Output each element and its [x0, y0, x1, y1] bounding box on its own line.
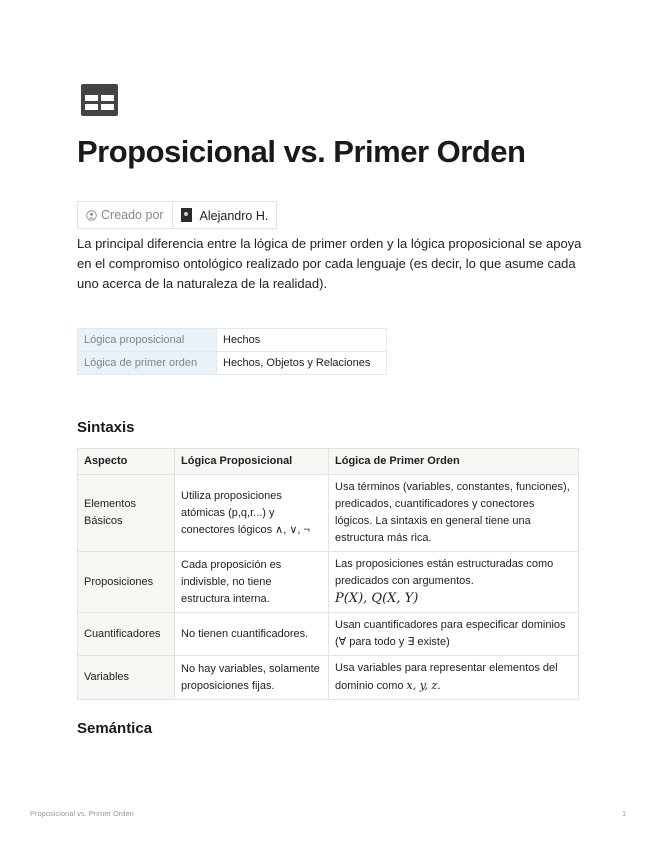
section-heading-sintaxis: Sintaxis — [77, 419, 135, 436]
commitment-value: Hechos — [217, 329, 387, 352]
table-row — [78, 552, 579, 613]
cell-propositional: No tienen cuantificadores. — [175, 613, 329, 656]
author-name: Alejandro H. — [199, 208, 269, 223]
ontological-commitment-table — [77, 328, 387, 375]
avatar-icon — [181, 208, 192, 222]
table-row — [78, 329, 387, 352]
math-expression: x, y, z. — [406, 679, 441, 692]
intro-paragraph: La principal diferencia entre la lógica de primer orden y la lógica proposicional se apoya en el compromiso ontológico realizado por cada lenguaje (es decir, lo que asume cada uno acerca de la naturaleza de la realidad). — [77, 236, 582, 291]
table-row — [78, 352, 387, 375]
cell-first-order — [329, 656, 579, 700]
author-chip[interactable] — [172, 202, 277, 229]
section-heading-semantica: Semántica — [77, 720, 153, 737]
commitment-value: Hechos, Objetos y Relaciones — [217, 352, 387, 375]
cell-text: Usa variables para representar elementos del dominio como — [335, 662, 558, 692]
page-number: 1 — [622, 809, 627, 818]
table-row — [78, 475, 579, 552]
table-row — [78, 656, 579, 700]
syntax-comparison-table — [77, 448, 579, 700]
cell-propositional: Cada proposición es indivisble, no tiene estructura interna. — [175, 552, 329, 613]
page-title: Proposicional vs. Primer Orden — [77, 134, 526, 169]
created-by-label: Creado por — [101, 208, 164, 222]
column-header-first-order: Lógica de Primer Orden — [329, 449, 579, 475]
row-aspect: Elementos Básicos — [78, 475, 175, 552]
commitment-key: Lógica proposicional — [78, 329, 217, 352]
row-aspect: Cuantificadores — [78, 613, 175, 656]
column-header-aspect: Aspecto — [78, 449, 175, 475]
table-header-row — [78, 449, 579, 475]
row-aspect: Proposiciones — [78, 552, 175, 613]
cell-first-order: Usan cuantificadores para especificar dominios (∀ para todo y ∃ existe) — [329, 613, 579, 656]
commitment-key: Lógica de primer orden — [78, 352, 217, 375]
cell-propositional: No hay variables, solamente proposiciones fijas. — [175, 656, 329, 700]
footer-title: Proposicional vs. Primer Orden — [30, 809, 134, 818]
cell-first-order — [329, 552, 579, 613]
created-by-property — [78, 202, 173, 229]
cell-text: Las proposiciones están estructuradas como predicados con argumentos. — [335, 558, 554, 587]
column-header-propositional: Lógica Proposicional — [175, 449, 329, 475]
properties-table — [77, 201, 277, 229]
row-aspect: Variables — [78, 656, 175, 700]
cell-first-order: Usa términos (variables, constantes, funciones), predicados, cuantificadores y conectores lógicos. La sintaxis en general tiene una estructura más rica. — [329, 475, 579, 552]
cell-propositional: Utiliza proposiciones atómicas (p,q,r...) y conectores lógicos ∧, ∨, ¬ — [175, 475, 329, 552]
table-layout-icon — [81, 84, 118, 116]
math-expression: P(X), Q(X, Y) — [335, 591, 419, 606]
table-row — [78, 613, 579, 656]
person-circle-icon — [86, 210, 97, 221]
